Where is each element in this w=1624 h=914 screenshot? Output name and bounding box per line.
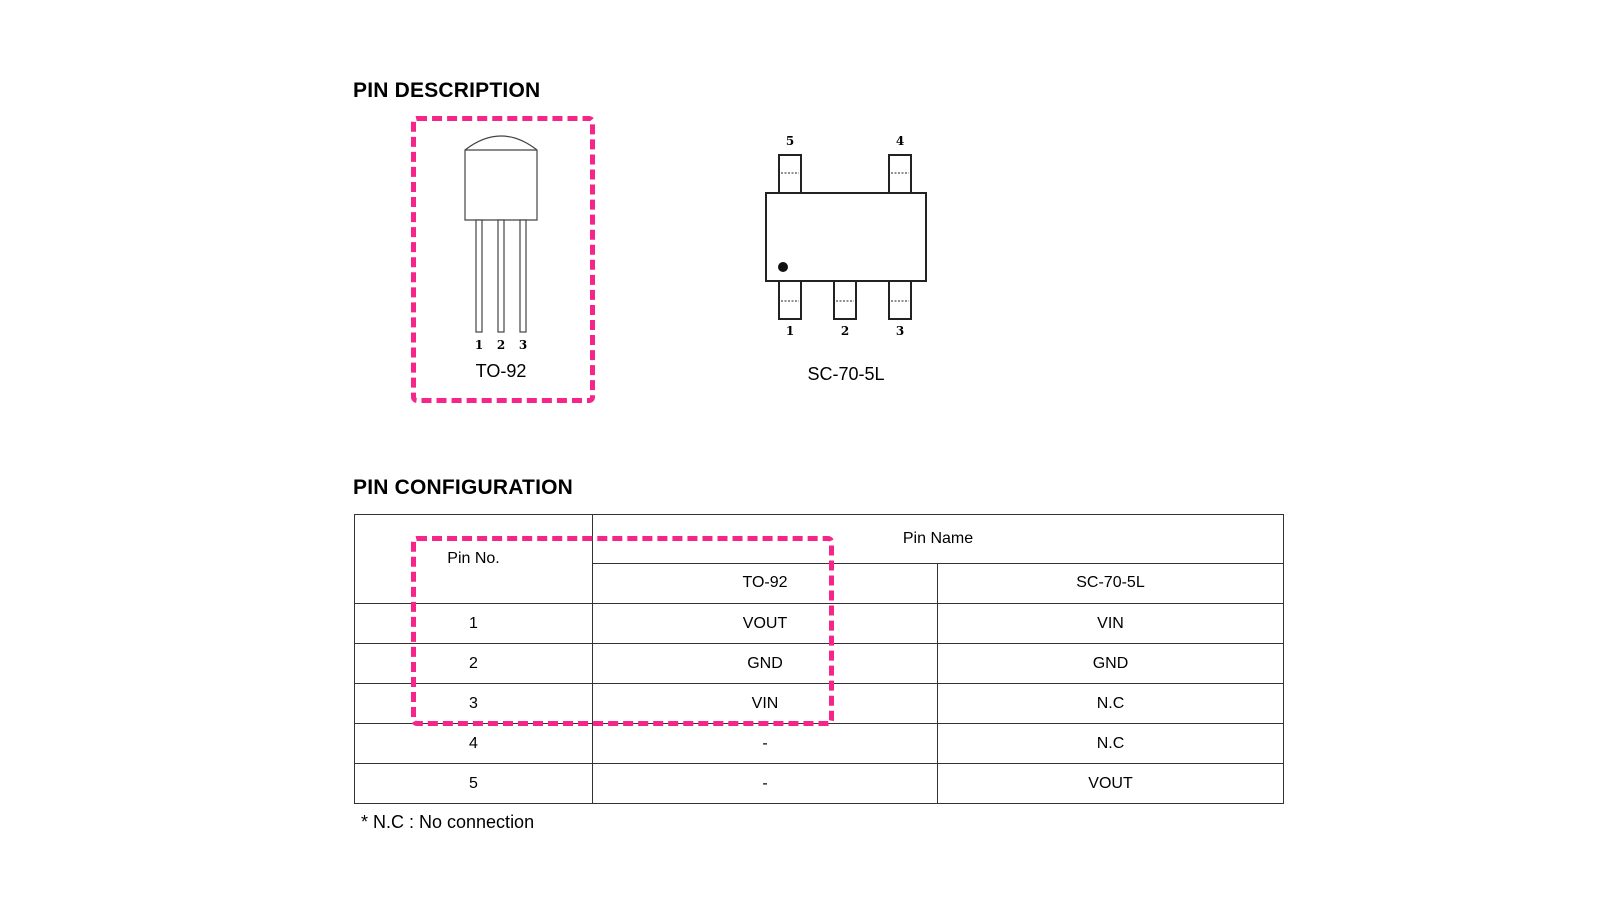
header-pin-no: Pin No. bbox=[355, 515, 593, 604]
sc70-pin-3-label: 3 bbox=[895, 324, 905, 338]
to92-package-diagram bbox=[455, 132, 545, 382]
header-sc70: SC-70-5L bbox=[938, 563, 1284, 603]
pin-configuration-table bbox=[354, 514, 1284, 804]
cell-pin-no: 5 bbox=[355, 764, 593, 804]
table-row bbox=[355, 724, 1284, 764]
pin-description-title: PIN DESCRIPTION bbox=[353, 79, 541, 102]
header-pin-name: Pin Name bbox=[593, 515, 1284, 564]
footnote: * N.C : No connection bbox=[361, 812, 535, 832]
to92-pin-2-label: 2 bbox=[496, 338, 506, 352]
sc70-pin-4-label: 4 bbox=[895, 134, 905, 148]
pin-configuration-title: PIN CONFIGURATION bbox=[353, 476, 574, 499]
cell-pin-no: 3 bbox=[355, 684, 593, 724]
cell-sc70: VIN bbox=[938, 604, 1284, 644]
cell-sc70: N.C bbox=[938, 724, 1284, 764]
table-row bbox=[355, 644, 1284, 684]
sc70-package-label: SC-70-5L bbox=[807, 364, 885, 384]
cell-to92: - bbox=[593, 764, 938, 804]
to92-pin-3-label: 3 bbox=[518, 338, 528, 352]
table-row bbox=[355, 684, 1284, 724]
cell-pin-no: 4 bbox=[355, 724, 593, 764]
cell-to92: VIN bbox=[593, 684, 938, 724]
table-row bbox=[355, 764, 1284, 804]
table-row bbox=[355, 604, 1284, 644]
cell-sc70: N.C bbox=[938, 684, 1284, 724]
header-to92: TO-92 bbox=[593, 563, 938, 603]
cell-pin-no: 2 bbox=[355, 644, 593, 684]
to92-package-label: TO-92 bbox=[475, 361, 527, 381]
cell-to92: - bbox=[593, 724, 938, 764]
to92-pin-1-label: 1 bbox=[474, 338, 484, 352]
sc70-package-diagram bbox=[760, 133, 940, 388]
sc70-pin-5-label: 5 bbox=[785, 134, 795, 148]
cell-sc70: VOUT bbox=[938, 764, 1284, 804]
sc70-pin-2-label: 2 bbox=[840, 324, 850, 338]
cell-to92: VOUT bbox=[593, 604, 938, 644]
cell-to92: GND bbox=[593, 644, 938, 684]
cell-pin-no: 1 bbox=[355, 604, 593, 644]
sc70-pin-1-label: 1 bbox=[785, 324, 795, 338]
table-header-row bbox=[355, 515, 1284, 564]
cell-sc70: GND bbox=[938, 644, 1284, 684]
